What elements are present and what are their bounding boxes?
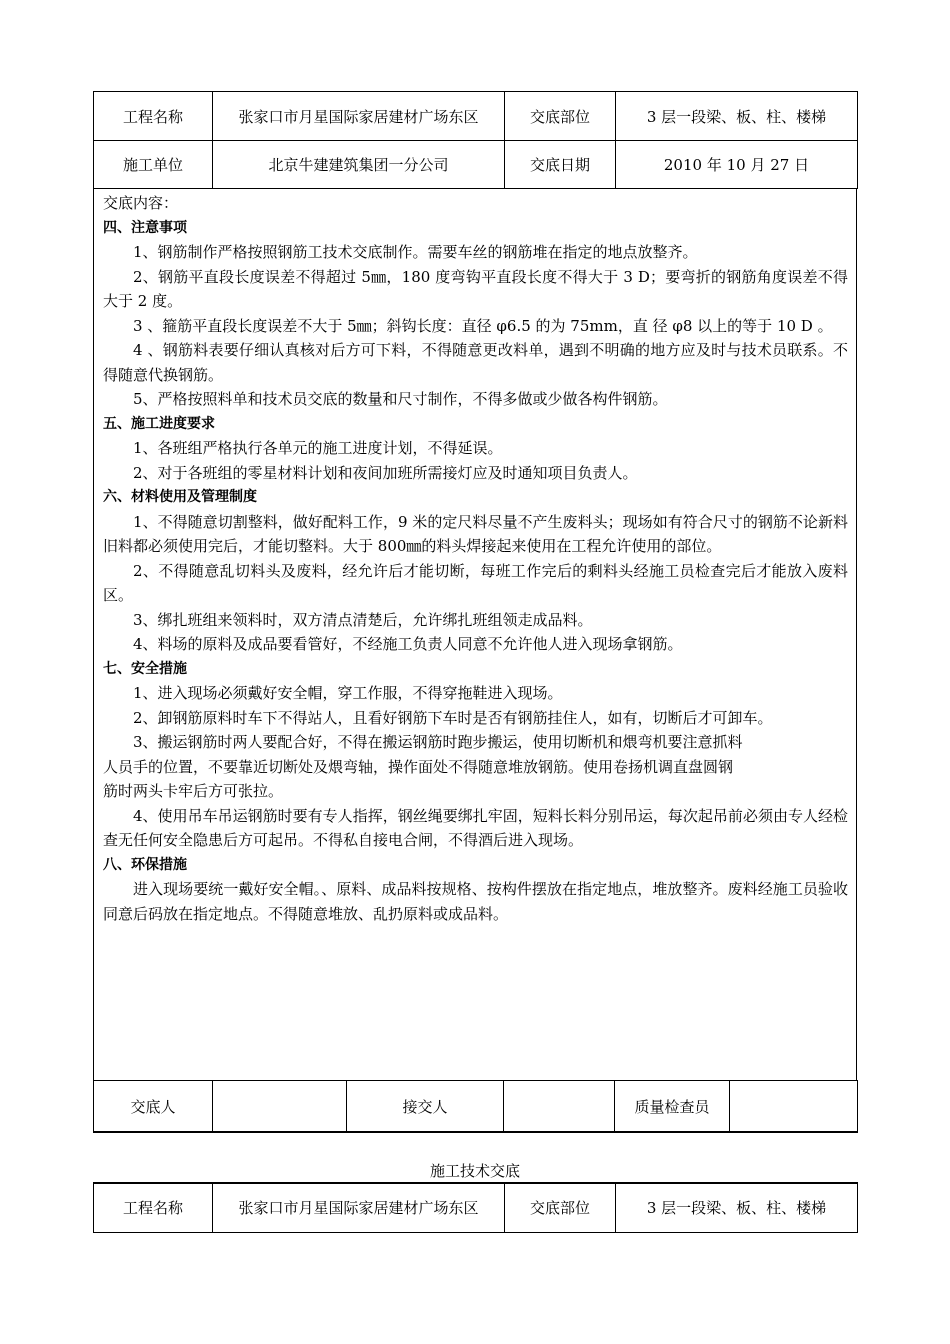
section-4-item: 4 、钢筋料表要仔细认真核对后方可下料，不得随意更改料单，遇到不明确的地方应及时与技术员联系。不得随意代换钢筋。	[103, 341, 848, 384]
section-4-item: 2、钢筋平直段长度误差不得超过 5㎜，180 度弯钩平直段长度不得大于 3 D；要弯折的钢筋角度误差不得大于 2 度。	[103, 267, 848, 310]
section-6-item: 3、绑扎班组来领料时，双方清点清楚后，允许绑扎班组领走成品料。	[133, 610, 593, 629]
signature-table	[93, 1080, 858, 1133]
content-body	[94, 189, 856, 926]
section-7-item-cont: 人员手的位置，不要靠近切断处及煨弯轴，操作面处不得随意堆放钢筋。使用卷扬机调直盘圆钢	[103, 757, 734, 776]
next-project-name-value: 张家口市月星国际家居建材广场东区	[213, 1183, 505, 1232]
inspector-value	[730, 1081, 858, 1133]
section-5-title: 五、施工进度要求	[103, 415, 215, 432]
next-page-header-table	[93, 1182, 858, 1233]
section-7-item: 2、卸钢筋原料时车下不得站人，且看好钢筋下车时是否有钢筋挂住人，如有，切断后才可卸车。	[133, 708, 773, 727]
header-table	[93, 91, 858, 189]
section-8-title: 八、环保措施	[103, 856, 187, 873]
project-name-label: 工程名称	[94, 92, 213, 141]
content-frame	[93, 188, 857, 1081]
section-7-item: 4、使用吊车吊运钢筋时要有专人指挥，钢丝绳要绑扎牢固，短料长料分别吊运，每次起吊前必须由专人经检查无任何安全隐患后方可起吊。不得私自接电合闸，不得酒后进入现场。	[103, 806, 848, 849]
next-location-value: 3 层一段梁、板、柱、楼梯	[616, 1183, 858, 1232]
section-7-item: 1、进入现场必须戴好安全帽，穿工作服，不得穿拖鞋进入现场。	[133, 684, 563, 702]
next-location-label: 交底部位	[505, 1183, 616, 1232]
content-intro: 交底内容：	[103, 194, 179, 212]
section-5-item: 1、各班组严格执行各单元的施工进度计划，不得延误。	[133, 439, 503, 457]
unit-label: 施工单位	[94, 141, 213, 189]
section-6-item: 1、不得随意切割整料，做好配料工作，9 米的定尺料尽量不产生废料头；现场如有符合尺寸的钢筋不论新料旧料都必须使用完后，才能切整料。大于 800㎜的料头焊接起来使用在工程允许使用的部位。	[103, 512, 848, 555]
next-page-caption: 施工技术交底	[429, 1162, 520, 1180]
section-6-item: 4、料场的原料及成品要看管好，不经施工负责人同意不允许他人进入现场拿钢筋。	[133, 635, 683, 653]
section-5-item: 2、对于各班组的零星材料计划和夜间加班所需接灯应及时通知项目负责人。	[133, 463, 638, 482]
unit-value: 北京牛建建筑集团一分公司	[213, 141, 505, 189]
section-7-item: 3、搬运钢筋时两人要配合好，不得在搬运钢筋时跑步搬运，使用切断机和煨弯机要注意抓料	[133, 733, 743, 751]
section-4-item: 5、严格按照料单和技术员交底的数量和尺寸制作，不得多做或少做各构件钢筋。	[133, 390, 668, 408]
section-6-title: 六、材料使用及管理制度	[103, 489, 257, 505]
date-label: 交底日期	[505, 141, 616, 189]
section-4-item: 1、钢筋制作严格按照钢筋工技术交底制作。需要车丝的钢筋堆在指定的地点放整齐。	[133, 243, 698, 261]
section-7-title: 七、安全措施	[103, 660, 187, 677]
section-4-item: 3 、箍筋平直段长度误差不大于 5㎜；斜钩长度：直径 φ6.5 的为 75mm，直 径 φ8 以上的等于 10 D 。	[133, 316, 833, 335]
location-value: 3 层一段梁、板、柱、楼梯	[616, 92, 858, 141]
giver-label: 交底人	[94, 1081, 213, 1133]
giver-value	[213, 1081, 347, 1133]
location-label: 交底部位	[505, 92, 616, 141]
inspector-label: 质量检查员	[615, 1081, 730, 1133]
project-name-value: 张家口市月星国际家居建材广场东区	[213, 92, 505, 141]
receiver-value	[504, 1081, 615, 1133]
receiver-label: 接交人	[347, 1081, 504, 1133]
section-8-item: 进入现场要统一戴好安全帽。、原料、成品料按规格、按构件摆放在指定地点，堆放整齐。废料经施工员验收同意后码放在指定地点。不得随意堆放、乱扔原料或成品料。	[103, 880, 848, 923]
section-7-item-cont: 筋时两头卡牢后方可张拉。	[103, 782, 284, 800]
section-6-item: 2、不得随意乱切料头及废料，经允许后才能切断，每班工作完后的剩料头经施工员检查完后才能放入废料区。	[103, 561, 848, 604]
date-value: 2010 年 10 月 27 日	[616, 141, 858, 189]
section-4-title: 四、注意事项	[103, 219, 187, 236]
next-project-name-label: 工程名称	[94, 1183, 213, 1232]
